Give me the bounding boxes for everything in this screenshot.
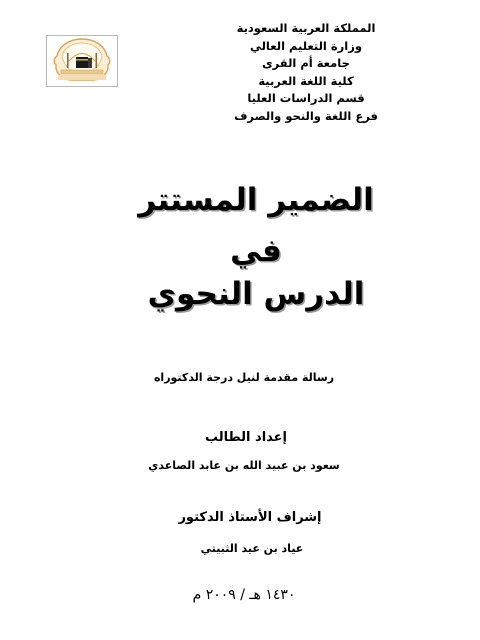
- thesis-degree-subtitle: رسالة مقدمة لنيل درجة الدكتوراه: [153, 371, 335, 384]
- header-line-ministry: وزارة التعليم العالي: [249, 38, 362, 53]
- supervisor-name: عياد بن عيد الثبيتي: [200, 542, 304, 555]
- header-line-department: قسم الدراسات العليا: [247, 91, 365, 105]
- thesis-title-line-3: الدرس النحوي: [147, 276, 365, 312]
- university-seal-icon: [47, 36, 117, 86]
- thesis-title-line-1: الضمير المستتر: [138, 182, 374, 218]
- header-line-country: المملكة العربية السعودية: [236, 21, 376, 35]
- header-line-college: كلية اللغة العربية: [258, 73, 354, 88]
- thesis-title-line-2: في: [230, 233, 282, 269]
- header-line-branch: فرع اللغة والنحو والصرف: [234, 108, 378, 123]
- student-name: سعود بن عبيد الله بن عابد الصاعدي: [148, 459, 340, 472]
- university-logo: [46, 35, 118, 87]
- supervision-label: إشراف الأستاذ الدكتور: [178, 510, 322, 525]
- header-line-university: جامعة أم القرى: [262, 56, 350, 70]
- preparation-label: إعداد الطالب: [204, 430, 288, 445]
- submission-date: ١٤٣٠ هـ / ٢٠٠٩ م: [192, 587, 296, 603]
- institution-header: [186, 20, 426, 125]
